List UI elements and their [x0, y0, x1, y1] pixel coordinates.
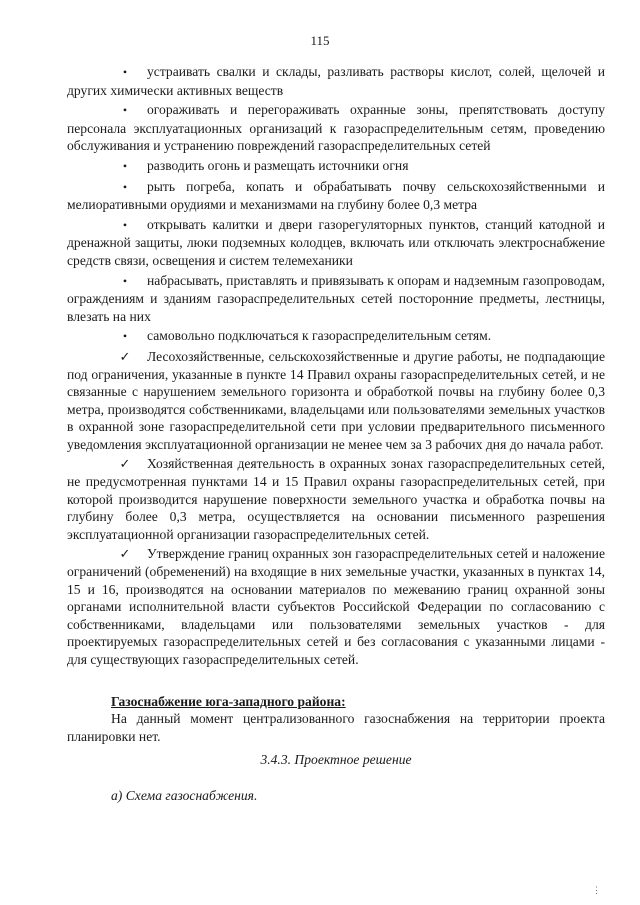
- checkmark-icon: ✓: [119, 546, 131, 562]
- section-text: На данный момент централизованного газоснабжения на территории проекта планировки нет.: [67, 711, 605, 744]
- list-item-text: открывать калитки и двери газорегуляторных пунктов, станций катодной и дренажной защиты, люки подземных колодцев, включать или отключать электроснабжение средств связи, освещения и систем телемеханики: [67, 216, 605, 268]
- list-item: [67, 216, 605, 270]
- bullet-icon: •: [122, 273, 128, 288]
- subsection-title: 3.4.3. Проектное решение: [260, 752, 412, 768]
- list-item-text: огораживать и перегораживать охранные зоны, препятствовать доступу персонала эксплуатационных организаций к газораспределительным сетям, проведению обслуживания и устранению повреждений газораспределительных сетей: [67, 102, 605, 154]
- page-content: [67, 63, 605, 805]
- checked-paragraph: [67, 348, 605, 454]
- page-number: 115: [310, 33, 330, 48]
- list-item: [67, 101, 605, 155]
- list-item: [67, 63, 605, 99]
- checkmark-icon: ✓: [119, 348, 131, 364]
- section-heading-line: [67, 693, 605, 711]
- checkmark-icon: ✓: [119, 456, 131, 472]
- schema-item: а) Схема газоснабжения.: [111, 787, 258, 803]
- section-heading: Газоснабжение юга-западного района:: [111, 693, 346, 709]
- list-item-text: набрасывать, приставлять и привязывать к опорам и надземным газопроводам, ограждениям и зданиям газораспределительных сетей посторонние предметы, лестницы, влезать на них: [67, 272, 605, 324]
- checked-paragraph: [67, 545, 605, 668]
- bullet-icon: •: [122, 329, 128, 344]
- paragraph-text: Хозяйственная деятельность в охранных зонах газораспределительных сетей, не предусмотренная пунктами 14 и 15 Правил охраны газораспределительных сетей, при которой производится нарушение поверхности земельного участка и обработка почвы на глубину более 0,3 метра, осуществляется на основании письменного разрешения эксплуатационной организации газораспределительных сетей.: [67, 456, 605, 542]
- paragraph-text: Утверждение границ охранных зон газораспределительных сетей и наложение ограничений (обременений) на входящие в них земельные участки, указанных в пунктах 14, 15 и 16, производятся на основании материалов по межеванию границ охранной зоны органами исполнительной власти субъектов Российской Федерации по согласованию с собственниками, владельцами или пользователями земельных участков - для проектируемых газораспределительных сетей и без согласования с указанными лицами - для существующих газораспределительных сетей.: [67, 546, 605, 667]
- checked-paragraph: [67, 455, 605, 543]
- list-item: [67, 272, 605, 326]
- bullet-icon: •: [122, 217, 128, 232]
- bullet-icon: •: [122, 158, 128, 173]
- bullet-icon: •: [122, 179, 128, 194]
- paragraph-text: Лесохозяйственные, сельскохозяйственные и другие работы, не подпадающие под ограничения, указанные в пункте 14 Правил охраны газораспределительных сетей, и не связанные с нарушением земельного горизонта и обработкой почвы на глубину более 0,3 метра, производятся собственниками, владельцами или пользователями земельных участков в охранной зоне газораспределительной сети при условии предварительного письменного уведомления эксплуатационной организации не менее чем за 3 рабочих дня до начала работ.: [67, 348, 605, 452]
- list-item-text: самовольно подключаться к газораспределительным сетям.: [147, 328, 492, 344]
- list-item-text: рыть погреба, копать и обрабатывать почву сельскохозяйственными и мелиоративными орудиями и механизмами на глубину более 0,3 метра: [67, 178, 605, 213]
- bullet-icon: •: [122, 103, 128, 118]
- scan-mark: ⋮: [592, 885, 601, 895]
- list-item: [67, 157, 605, 176]
- list-item: [67, 178, 605, 214]
- bullet-icon: •: [122, 65, 128, 79]
- list-item: [67, 327, 605, 346]
- list-item-text: разводить огонь и размещать источники огня: [147, 157, 409, 173]
- list-item-text: устраивать свалки и склады, разливать растворы кислот, солей, щелочей и других химически активных веществ: [67, 64, 605, 98]
